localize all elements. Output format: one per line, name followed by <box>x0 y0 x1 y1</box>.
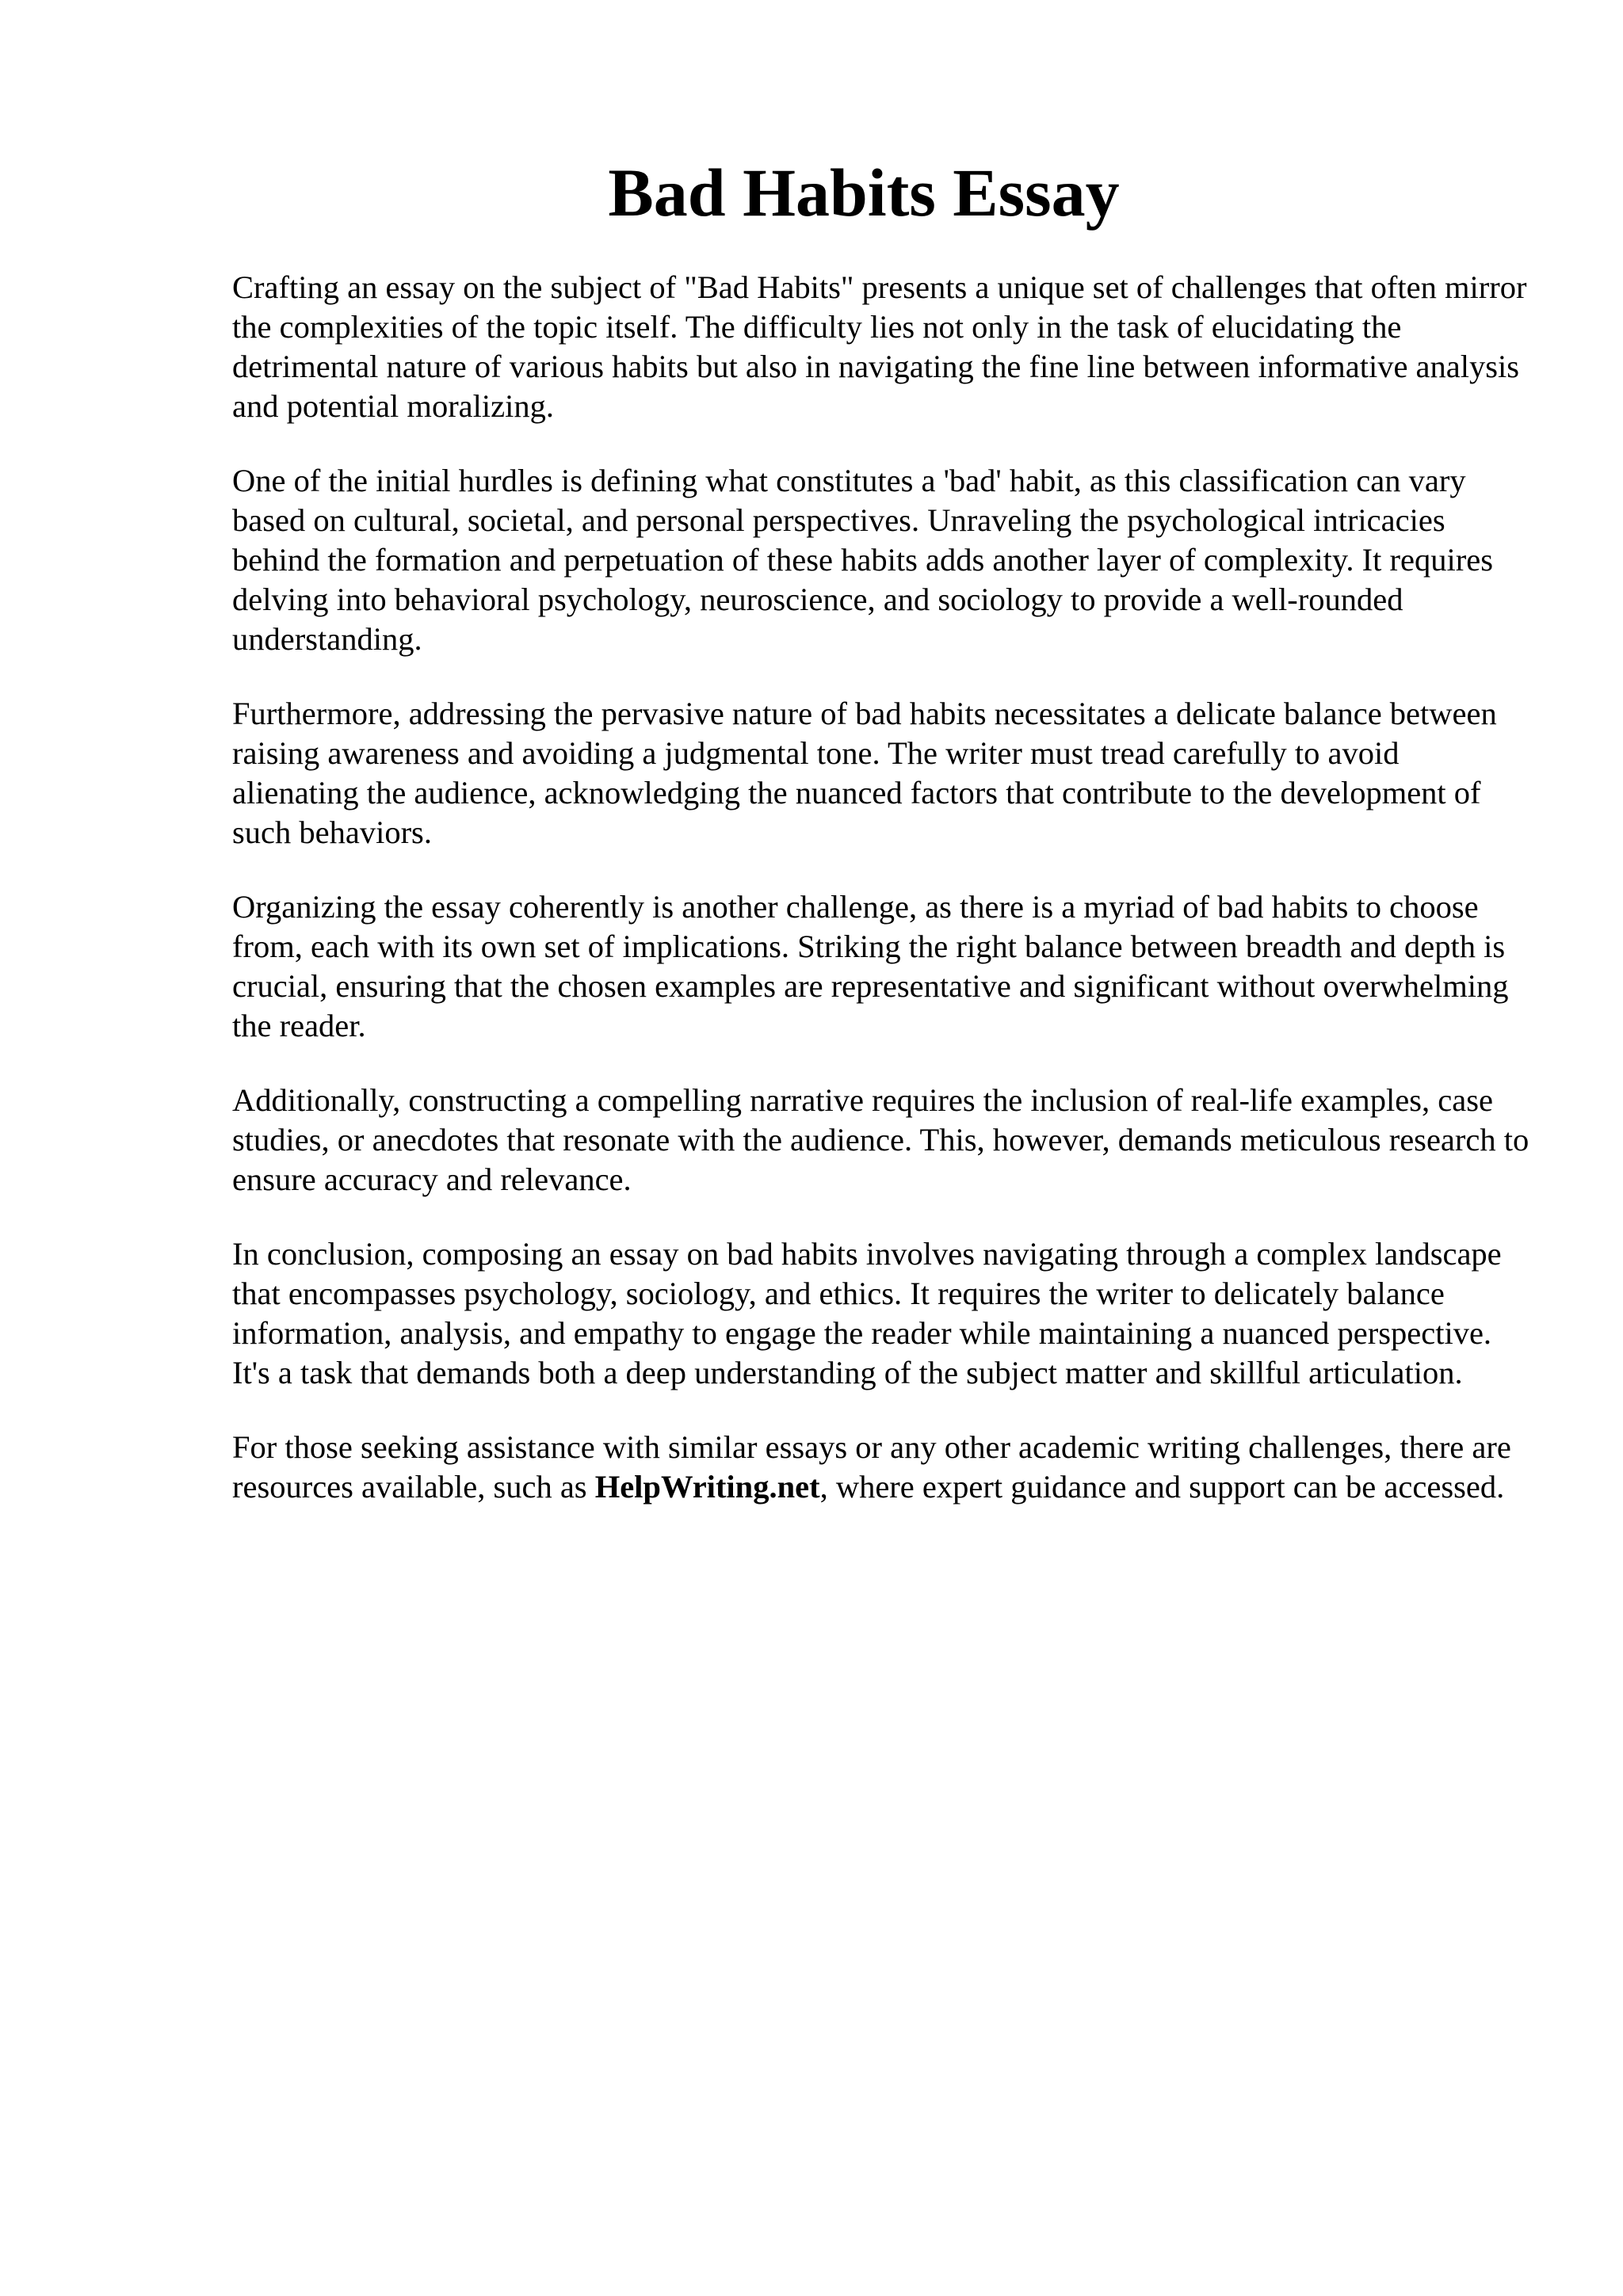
page-title: Bad Habits Essay <box>608 154 1120 231</box>
closing-paragraph <box>232 1428 1532 1507</box>
paragraph-6: In conclusion, composing an essay on bad habits involves navigating through a complex landscape that encompasses psychology, sociology, and ethics. It requires the writer to delicately balance information, analysis, and empathy to engage the reader while maintaining a nuanced perspective. It's a task that demands both a deep understanding of the subject matter and skillful articulation. <box>232 1236 1502 1390</box>
essay-body <box>232 268 1532 1542</box>
paragraph-2: One of the initial hurdles is defining what constitutes a 'bad' habit, as this classification can vary based on cultural, societal, and personal perspectives. Unraveling the psychological intricacies behind the formation and perpetuation of these habits adds another layer of complexity. It requires delving into behavioral psychology, neuroscience, and sociology to provide a well-rounded understanding. <box>232 463 1493 657</box>
helpwriting-link[interactable]: HelpWriting.net <box>594 1469 820 1505</box>
paragraph-3: Furthermore, addressing the pervasive nature of bad habits necessitates a delicate balance between raising awareness and avoiding a judgmental tone. The writer must tread carefully to avoid alienating the audience, acknowledging the nuanced factors that contribute to the development of such behaviors. <box>232 696 1497 850</box>
closing-text-before: For those seeking assistance with similar essays or any other academic writing challenges, there are resources available, such as <box>232 1429 1511 1505</box>
paragraph-5: Additionally, constructing a compelling narrative requires the inclusion of real-life examples, case studies, or anecdotes that resonate with the audience. This, however, demands meticulous research to ensure accuracy and relevance. <box>232 1082 1529 1197</box>
closing-text-after: , where expert guidance and support can be accessed. <box>819 1469 1505 1505</box>
paragraph-4: Organizing the essay coherently is another challenge, as there is a myriad of bad habits to choose from, each with its own set of implications. Striking the right balance between breadth and depth is crucial, ensuring that the chosen examples are representative and significant without overwhelming the reader. <box>232 889 1509 1043</box>
paragraph-1: Crafting an essay on the subject of "Bad Habits" presents a unique set of challenges that often mirror the complexities of the topic itself. The difficulty lies not only in the task of elucidating the detrimental nature of various habits but also in navigating the fine line between informative analysis and potential moralizing. <box>232 269 1527 424</box>
